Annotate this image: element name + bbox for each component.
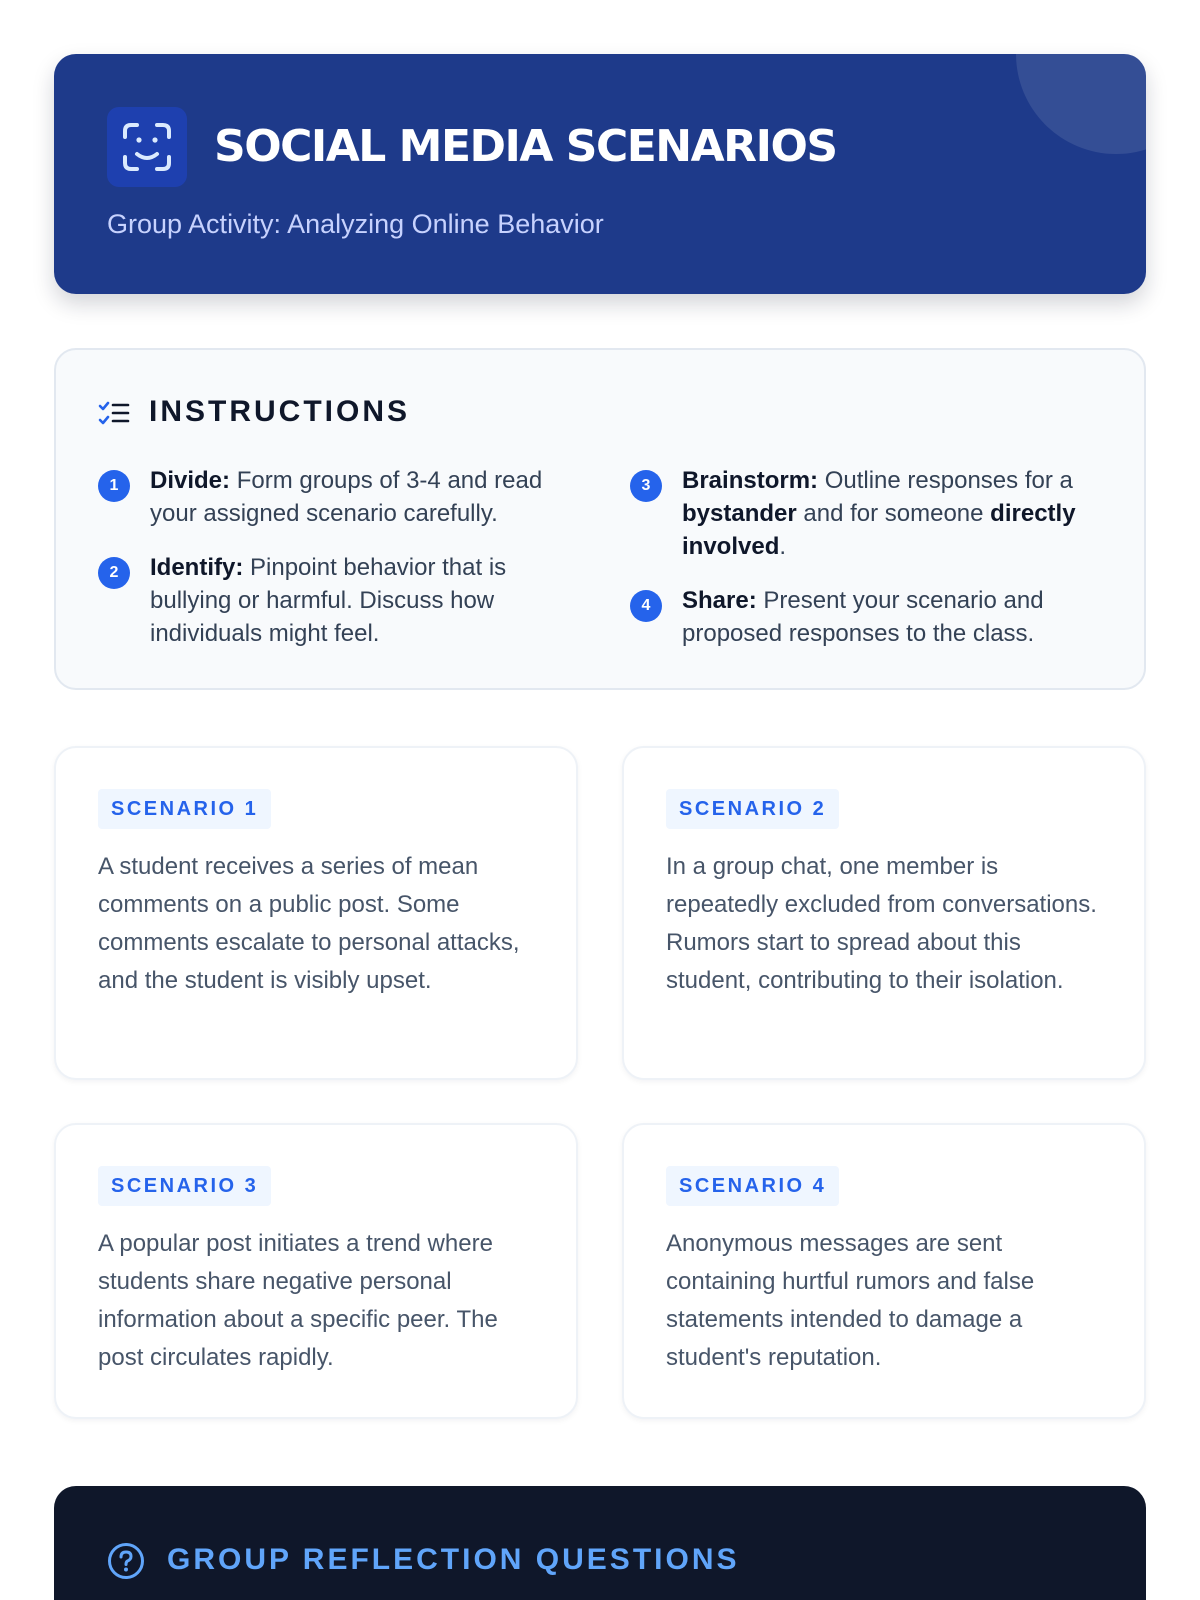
scenario-badge: SCENARIO 1	[98, 789, 271, 829]
step-emphasis: directly involved	[682, 500, 1076, 560]
scenario-badge: SCENARIO 3	[98, 1166, 271, 1206]
step-number-badge: 2	[98, 557, 130, 589]
step-description: Pinpoint behavior that is bullying or harmful. Discuss how individuals might feel.	[150, 554, 507, 647]
scenario-badge: SCENARIO 2	[666, 789, 839, 829]
step-label: Identify:	[150, 554, 244, 581]
header-banner	[54, 54, 1146, 294]
scenario-text: Anonymous messages are sent containing hurtful rumors and false statements intended to damage a student's reputation.	[666, 1230, 1035, 1371]
step-punctuation: .	[779, 533, 787, 560]
page-title: SOCIAL MEDIA SCENARIOS	[214, 121, 837, 172]
step-number-badge: 4	[630, 590, 662, 622]
reflection-title: GROUP REFLECTION QUESTIONS	[167, 1543, 740, 1576]
step-text	[150, 551, 590, 650]
page-subtitle: Group Activity: Analyzing Online Behavior	[107, 209, 604, 239]
scenario-card	[622, 1123, 1146, 1419]
step-label: Divide:	[150, 467, 231, 494]
step-number-badge: 3	[630, 470, 662, 502]
scenario-card	[54, 1123, 578, 1419]
step-emphasis: bystander	[682, 500, 797, 527]
question-circle-icon	[107, 1542, 145, 1585]
header-decoration	[1016, 54, 1146, 154]
step-number-badge: 1	[98, 470, 130, 502]
scenario-badge: SCENARIO 4	[666, 1166, 839, 1206]
scenario-text: In a group chat, one member is repeatedly excluded from conversations. Rumors start to spread about this student, contributing to their isolation.	[666, 853, 1097, 994]
step-description: Form groups of 3-4 and read your assigned scenario carefully.	[150, 467, 543, 527]
step-text	[682, 584, 1122, 650]
scenario-text: A student receives a series of mean comments on a public post. Some comments escalate to personal attacks, and the student is visibly upset.	[98, 853, 520, 994]
step-text	[150, 464, 590, 530]
scenario-card	[54, 746, 578, 1080]
face-scan-icon	[107, 107, 187, 187]
step-description: Outline responses for a	[824, 467, 1073, 494]
reflection-panel	[54, 1486, 1146, 1600]
scenario-card	[622, 746, 1146, 1080]
step-description: Present your scenario and proposed responses to the class.	[682, 587, 1044, 647]
step-label: Share:	[682, 587, 757, 614]
step-text	[682, 464, 1122, 563]
scenario-text: A popular post initiates a trend where students share negative personal information about a specific peer. The post circulates rapidly.	[98, 1230, 498, 1371]
instructions-title: INSTRUCTIONS	[149, 395, 410, 428]
step-description: and for someone	[803, 500, 984, 527]
checklist-icon	[98, 401, 130, 432]
instructions-panel	[54, 348, 1146, 690]
step-label: Brainstorm:	[682, 467, 819, 494]
